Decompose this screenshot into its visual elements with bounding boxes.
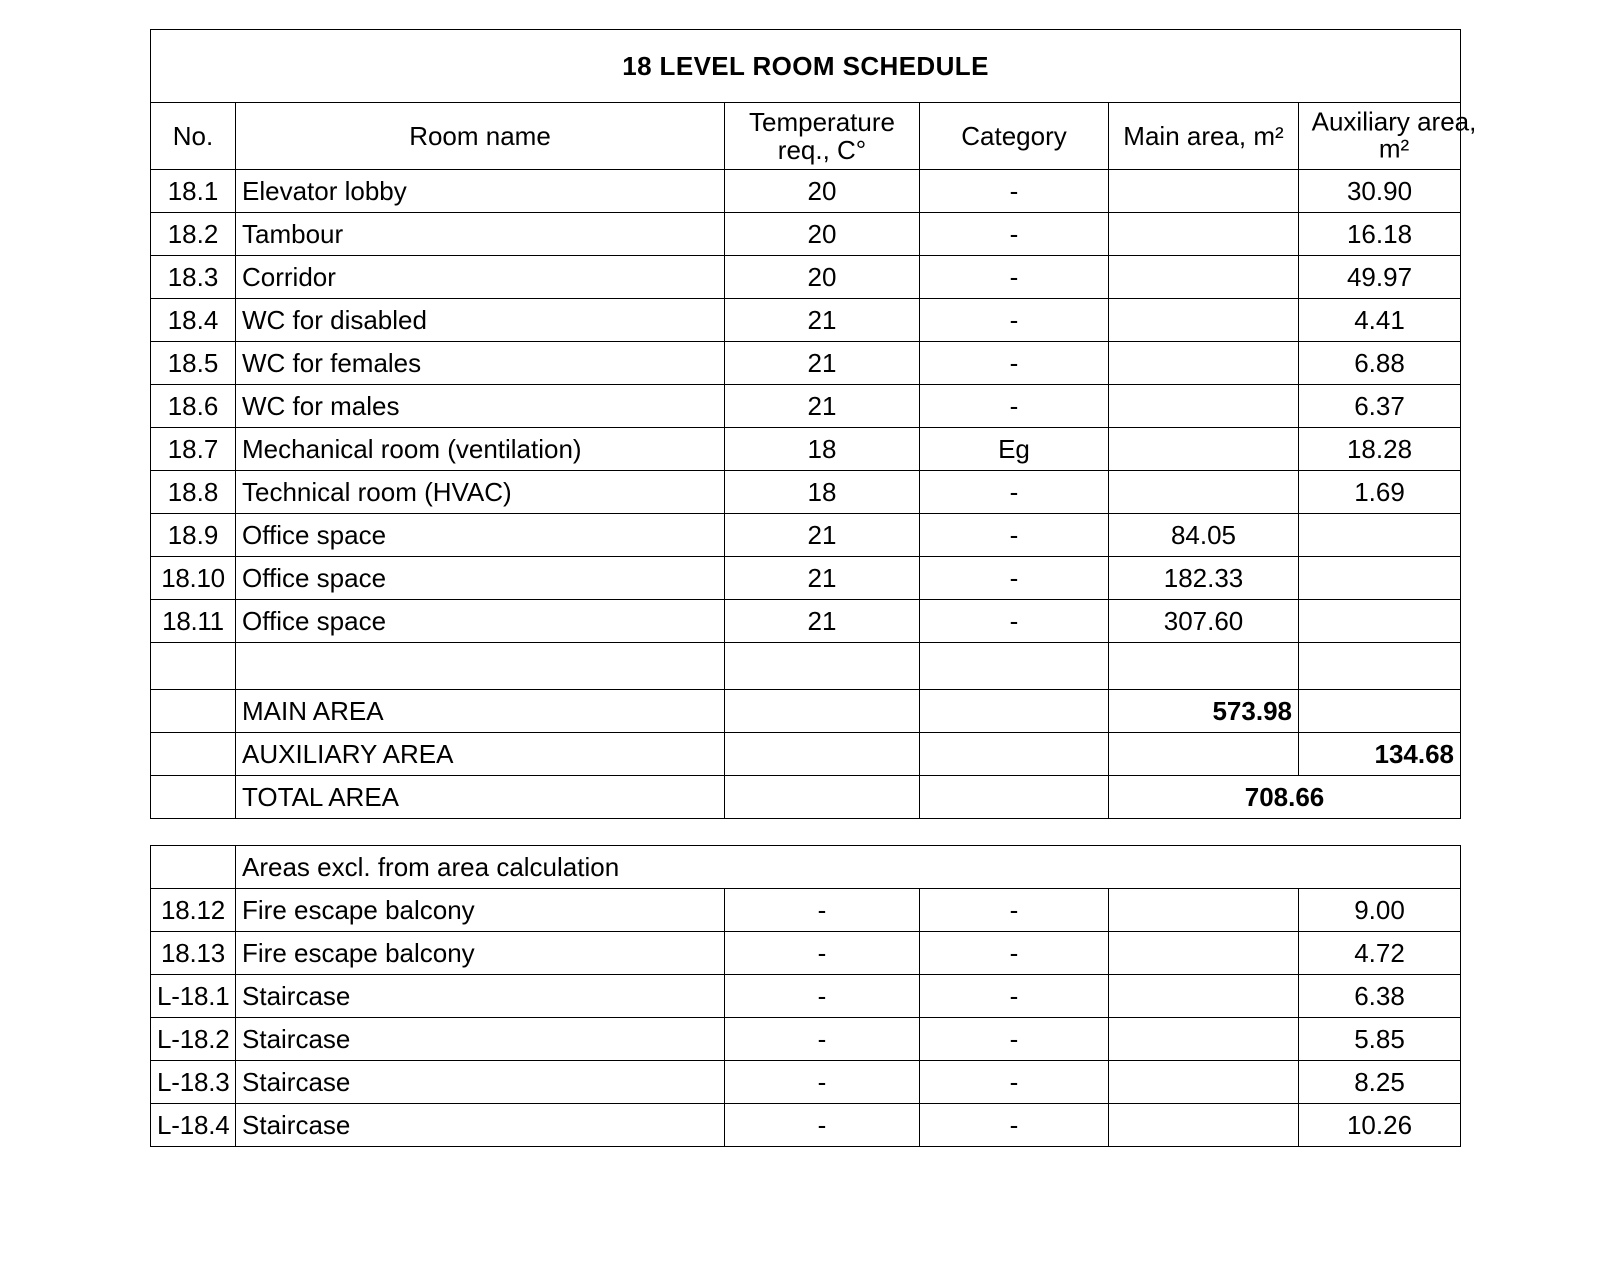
- cell-no: 18.2: [151, 213, 236, 256]
- cell-room-name: Mechanical room (ventilation): [236, 428, 725, 471]
- cell-auxiliary-area: 1.69: [1299, 471, 1461, 514]
- cell-category: -: [920, 1104, 1109, 1147]
- cell-no: 18.10: [151, 557, 236, 600]
- summary-aux-category-cell: [920, 733, 1109, 776]
- cell-category: -: [920, 342, 1109, 385]
- table-row: [151, 299, 1461, 342]
- cell-category: -: [920, 889, 1109, 932]
- cell-main-area: [1109, 428, 1299, 471]
- cell-category: -: [920, 600, 1109, 643]
- cell-main-area: [1109, 1104, 1299, 1147]
- excluded-title-row: [151, 846, 1461, 889]
- column-header-no: No.: [151, 103, 236, 170]
- spacer-cell-category: [920, 643, 1109, 690]
- cell-main-area: [1109, 1061, 1299, 1104]
- cell-temperature: 21: [725, 557, 920, 600]
- cell-temperature: 18: [725, 471, 920, 514]
- summary-aux-main-cell: [1109, 733, 1299, 776]
- summary-aux-no-cell: [151, 733, 236, 776]
- cell-category: -: [920, 975, 1109, 1018]
- excluded-areas-table: [150, 845, 1461, 1147]
- cell-auxiliary-area: 6.38: [1299, 975, 1461, 1018]
- cell-room-name: Fire escape balcony: [236, 889, 725, 932]
- room-schedule-table: [150, 29, 1477, 819]
- cell-category: -: [920, 385, 1109, 428]
- cell-room-name: Tambour: [236, 213, 725, 256]
- cell-room-name: Staircase: [236, 1018, 725, 1061]
- cell-temperature: 21: [725, 514, 920, 557]
- excluded-table-body: [151, 846, 1461, 1147]
- cell-temperature: -: [725, 975, 920, 1018]
- cell-category: -: [920, 213, 1109, 256]
- cell-auxiliary-area: [1299, 557, 1461, 600]
- summary-row-main-area: [151, 690, 1461, 733]
- cell-no: L-18.1: [151, 975, 236, 1018]
- summary-main-area-value: 573.98: [1109, 690, 1299, 733]
- cell-temperature: 20: [725, 213, 920, 256]
- cell-no: L-18.2: [151, 1018, 236, 1061]
- cell-room-name: Office space: [236, 600, 725, 643]
- cell-category: -: [920, 932, 1109, 975]
- cell-main-area: [1109, 932, 1299, 975]
- cell-room-name: WC for disabled: [236, 299, 725, 342]
- cell-room-name: Technical room (HVAC): [236, 471, 725, 514]
- cell-auxiliary-area: [1299, 600, 1461, 643]
- summary-total-temp-cell: [725, 776, 920, 819]
- auxiliary-header-line1: Auxiliary area,: [1311, 106, 1477, 137]
- summary-total-category-cell: [920, 776, 1109, 819]
- cell-no: 18.6: [151, 385, 236, 428]
- cell-auxiliary-area: 4.72: [1299, 932, 1461, 975]
- cell-auxiliary-area: 6.88: [1299, 342, 1461, 385]
- cell-main-area: [1109, 1018, 1299, 1061]
- cell-temperature: 20: [725, 256, 920, 299]
- cell-main-area: [1109, 213, 1299, 256]
- cell-temperature: 21: [725, 600, 920, 643]
- cell-auxiliary-area: 30.90: [1299, 170, 1461, 213]
- cell-room-name: Office space: [236, 557, 725, 600]
- cell-no: L-18.3: [151, 1061, 236, 1104]
- cell-room-name: WC for females: [236, 342, 725, 385]
- cell-room-name: WC for males: [236, 385, 725, 428]
- cell-auxiliary-area: 49.97: [1299, 256, 1461, 299]
- cell-no: 18.9: [151, 514, 236, 557]
- cell-main-area: [1109, 170, 1299, 213]
- auxiliary-header-inner: [1299, 106, 1489, 164]
- table-row: [151, 932, 1461, 975]
- summary-total-no-cell: [151, 776, 236, 819]
- cell-main-area: [1109, 975, 1299, 1018]
- temperature-header-line1: Temperature: [749, 106, 895, 137]
- cell-room-name: Staircase: [236, 1061, 725, 1104]
- table-row: [151, 428, 1461, 471]
- summary-main-category-cell: [920, 690, 1109, 733]
- cell-category: -: [920, 557, 1109, 600]
- summary-main-no-cell: [151, 690, 236, 733]
- table-row: [151, 1061, 1461, 1104]
- cell-temperature: -: [725, 1061, 920, 1104]
- temperature-header-line2: req., C°: [777, 135, 867, 165]
- cell-no: 18.8: [151, 471, 236, 514]
- cell-temperature: 21: [725, 342, 920, 385]
- cell-temperature: 21: [725, 385, 920, 428]
- header-row: [151, 103, 1461, 170]
- column-header-main-area: Main area, m²: [1109, 103, 1299, 170]
- cell-temperature: 18: [725, 428, 920, 471]
- main-table-body: [151, 30, 1477, 819]
- summary-main-aux-cell: [1299, 690, 1461, 733]
- cell-category: -: [920, 514, 1109, 557]
- cell-auxiliary-area: 16.18: [1299, 213, 1461, 256]
- cell-auxiliary-area: 8.25: [1299, 1061, 1461, 1104]
- cell-auxiliary-area: 10.26: [1299, 1104, 1461, 1147]
- table-row: [151, 514, 1461, 557]
- cell-main-area: [1109, 256, 1299, 299]
- table-row: [151, 1104, 1461, 1147]
- summary-total-area-label: TOTAL AREA: [236, 776, 725, 819]
- summary-row-auxiliary-area: [151, 733, 1461, 776]
- summary-auxiliary-area-value: 134.68: [1299, 733, 1461, 776]
- cell-room-name: Elevator lobby: [236, 170, 725, 213]
- excluded-title-no-cell: [151, 846, 236, 889]
- summary-aux-temp-cell: [725, 733, 920, 776]
- table-row: [151, 342, 1461, 385]
- table-row: [151, 1018, 1461, 1061]
- title-row: [151, 30, 1461, 103]
- cell-no: 18.13: [151, 932, 236, 975]
- spacer-cell-aux: [1299, 643, 1461, 690]
- cell-auxiliary-area: [1299, 514, 1461, 557]
- cell-main-area: [1109, 342, 1299, 385]
- cell-category: -: [920, 1018, 1109, 1061]
- cell-main-area: 307.60: [1109, 600, 1299, 643]
- cell-no: L-18.4: [151, 1104, 236, 1147]
- cell-no: 18.5: [151, 342, 236, 385]
- table-row: [151, 557, 1461, 600]
- table-row: [151, 600, 1461, 643]
- table-row: [151, 170, 1461, 213]
- cell-main-area: [1109, 889, 1299, 932]
- cell-temperature: -: [725, 1104, 920, 1147]
- auxiliary-header-line2: m²: [1378, 134, 1410, 164]
- summary-row-total-area: [151, 776, 1461, 819]
- table-row: [151, 385, 1461, 428]
- spacer-row: [151, 643, 1461, 690]
- spacer-cell-no: [151, 643, 236, 690]
- column-header-room-name: Room name: [236, 103, 725, 170]
- cell-no: 18.7: [151, 428, 236, 471]
- cell-auxiliary-area: 4.41: [1299, 299, 1461, 342]
- cell-category: -: [920, 1061, 1109, 1104]
- cell-room-name: Office space: [236, 514, 725, 557]
- table-row: [151, 256, 1461, 299]
- summary-total-area-value: 708.66: [1109, 776, 1461, 819]
- column-header-temperature: [725, 103, 920, 170]
- cell-main-area: [1109, 385, 1299, 428]
- summary-main-temp-cell: [725, 690, 920, 733]
- cell-temperature: 21: [725, 299, 920, 342]
- table-row: [151, 213, 1461, 256]
- cell-auxiliary-area: 5.85: [1299, 1018, 1461, 1061]
- cell-room-name: Fire escape balcony: [236, 932, 725, 975]
- cell-no: 18.11: [151, 600, 236, 643]
- cell-room-name: Staircase: [236, 975, 725, 1018]
- cell-main-area: 182.33: [1109, 557, 1299, 600]
- column-header-auxiliary-area: [1299, 103, 1477, 170]
- table-row: [151, 975, 1461, 1018]
- cell-no: 18.3: [151, 256, 236, 299]
- table-row: [151, 889, 1461, 932]
- excluded-areas-title: Areas excl. from area calculation: [236, 846, 1461, 889]
- cell-category: -: [920, 299, 1109, 342]
- cell-category: -: [920, 256, 1109, 299]
- spacer-cell-temp: [725, 643, 920, 690]
- table-row: [151, 471, 1461, 514]
- cell-no: 18.12: [151, 889, 236, 932]
- spacer-cell-room: [236, 643, 725, 690]
- cell-temperature: -: [725, 889, 920, 932]
- cell-main-area: 84.05: [1109, 514, 1299, 557]
- cell-category: -: [920, 471, 1109, 514]
- cell-main-area: [1109, 299, 1299, 342]
- cell-room-name: Staircase: [236, 1104, 725, 1147]
- cell-category: Eg: [920, 428, 1109, 471]
- cell-no: 18.1: [151, 170, 236, 213]
- cell-temperature: -: [725, 1018, 920, 1061]
- summary-main-area-label: MAIN AREA: [236, 690, 725, 733]
- cell-auxiliary-area: 6.37: [1299, 385, 1461, 428]
- spacer-cell-main: [1109, 643, 1299, 690]
- column-header-category: Category: [920, 103, 1109, 170]
- cell-main-area: [1109, 471, 1299, 514]
- cell-auxiliary-area: 18.28: [1299, 428, 1461, 471]
- cell-category: -: [920, 170, 1109, 213]
- cell-room-name: Corridor: [236, 256, 725, 299]
- summary-auxiliary-area-label: AUXILIARY AREA: [236, 733, 725, 776]
- page-title: 18 LEVEL ROOM SCHEDULE: [151, 30, 1461, 103]
- cell-temperature: 20: [725, 170, 920, 213]
- cell-auxiliary-area: 9.00: [1299, 889, 1461, 932]
- cell-no: 18.4: [151, 299, 236, 342]
- cell-temperature: -: [725, 932, 920, 975]
